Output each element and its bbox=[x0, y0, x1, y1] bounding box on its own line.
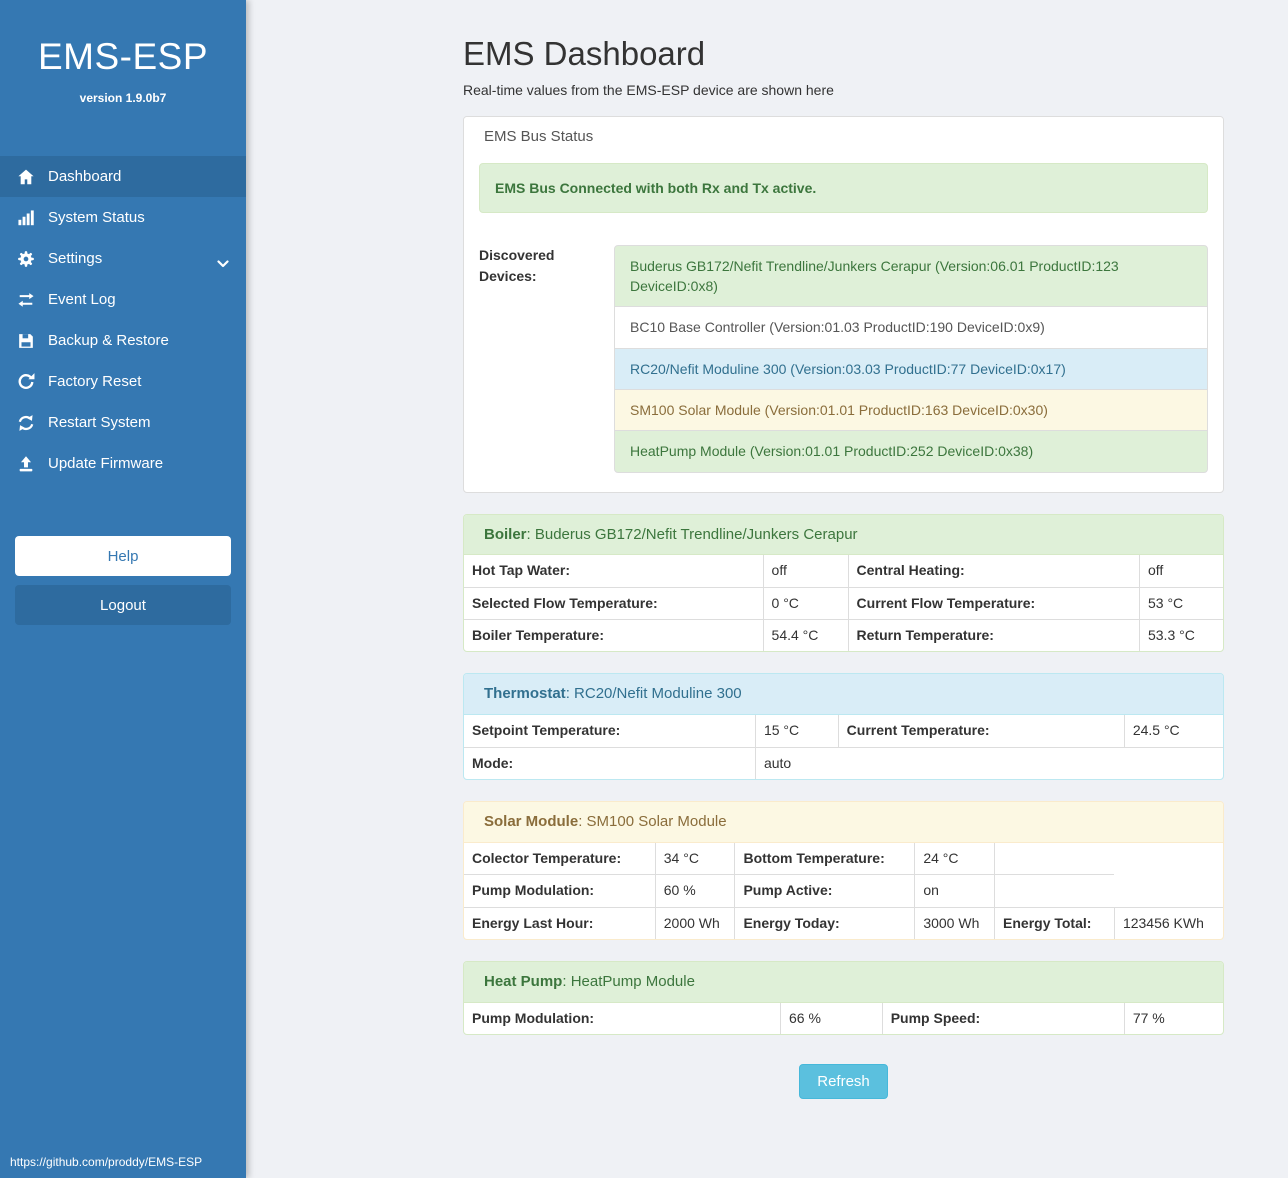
heat-pump-table bbox=[464, 1003, 1223, 1034]
empty-cell bbox=[995, 875, 1115, 907]
device-name: HeatPump Module bbox=[570, 972, 695, 990]
field-label: Colector Temperature: bbox=[464, 843, 655, 875]
table-row bbox=[464, 620, 1223, 652]
table-row bbox=[464, 875, 1223, 907]
field-value: auto bbox=[755, 747, 1223, 779]
field-value: 53.3 °C bbox=[1139, 620, 1223, 652]
sidebar-item-restart[interactable] bbox=[0, 402, 246, 443]
help-button[interactable]: Help bbox=[15, 536, 231, 576]
list-item: SM100 Solar Module (Version:01.01 ProductID:163 DeviceID:0x30) bbox=[614, 389, 1208, 431]
table-row bbox=[464, 715, 1223, 747]
device-name: Buderus GB172/Nefit Trendline/Junkers Cerapur bbox=[534, 525, 858, 543]
solar-table bbox=[464, 843, 1223, 939]
sidebar-item-label: System Status bbox=[48, 209, 145, 226]
home-icon bbox=[16, 167, 36, 187]
sidebar-item-settings[interactable] bbox=[0, 238, 246, 279]
bus-connected-alert: EMS Bus Connected with both Rx and Tx active. bbox=[479, 163, 1208, 213]
bar-chart-icon bbox=[16, 208, 36, 228]
sidebar-item-label: Factory Reset bbox=[48, 373, 142, 390]
field-value: 15 °C bbox=[755, 715, 838, 747]
discovered-devices-label: Discovered Devices: bbox=[479, 246, 555, 284]
list-item: RC20/Nefit Moduline 300 (Version:03.03 ProductID:77 DeviceID:0x17) bbox=[614, 348, 1208, 390]
chevron-down-icon bbox=[217, 255, 229, 272]
field-label: Bottom Temperature: bbox=[735, 843, 915, 875]
field-label: Selected Flow Temperature: bbox=[464, 587, 763, 619]
list-item: BC10 Base Controller (Version:01.03 ProductID:190 DeviceID:0x9) bbox=[614, 306, 1208, 348]
boiler-table bbox=[464, 555, 1223, 651]
exchange-icon bbox=[16, 290, 36, 310]
field-label: Mode: bbox=[464, 747, 755, 779]
solar-panel-title: Solar Module: SM100 Solar Module bbox=[464, 802, 1223, 843]
field-value: on bbox=[915, 875, 995, 907]
table-row bbox=[464, 907, 1223, 939]
field-value: 24 °C bbox=[915, 843, 995, 875]
boiler-panel-title: Boiler: Buderus GB172/Nefit Trendline/Junkers Cerapur bbox=[464, 515, 1223, 556]
thermostat-table bbox=[464, 715, 1223, 779]
sync-icon bbox=[16, 413, 36, 433]
field-label: Pump Modulation: bbox=[464, 875, 655, 907]
table-row bbox=[464, 747, 1223, 779]
sidebar bbox=[0, 0, 246, 1178]
field-value: 34 °C bbox=[655, 843, 735, 875]
device-list bbox=[614, 245, 1208, 473]
heat-pump-panel-title: Heat Pump: HeatPump Module bbox=[464, 962, 1223, 1003]
list-item: HeatPump Module (Version:01.01 ProductID:252 DeviceID:0x38) bbox=[614, 430, 1208, 472]
upload-icon bbox=[16, 454, 36, 474]
sidebar-item-label: Settings bbox=[48, 250, 103, 267]
field-label: Setpoint Temperature: bbox=[464, 715, 755, 747]
page-title: EMS Dashboard bbox=[463, 35, 706, 72]
heat-pump-panel bbox=[463, 961, 1224, 1035]
empty-cell bbox=[995, 843, 1115, 875]
sidebar-nav bbox=[0, 156, 246, 484]
field-value: 66 % bbox=[781, 1003, 883, 1034]
field-label: Energy Today: bbox=[735, 907, 915, 939]
sidebar-item-dashboard[interactable] bbox=[0, 156, 246, 197]
table-row bbox=[464, 555, 1223, 587]
field-value: 24.5 °C bbox=[1124, 715, 1223, 747]
sidebar-item-label: Update Firmware bbox=[48, 455, 164, 472]
field-label: Current Flow Temperature: bbox=[848, 587, 1139, 619]
device-name: SM100 Solar Module bbox=[586, 812, 727, 830]
field-value: 2000 Wh bbox=[655, 907, 735, 939]
field-value: 3000 Wh bbox=[915, 907, 995, 939]
device-type-label: Boiler bbox=[484, 525, 527, 543]
sidebar-item-factory-reset[interactable] bbox=[0, 361, 246, 402]
sidebar-item-label: Dashboard bbox=[48, 168, 122, 185]
device-type-label: Thermostat bbox=[484, 685, 566, 703]
panel-title: EMS Bus Status bbox=[464, 117, 1223, 157]
field-value: 54.4 °C bbox=[763, 620, 848, 652]
field-label: Pump Speed: bbox=[882, 1003, 1124, 1034]
sidebar-item-label: Event Log bbox=[48, 291, 116, 308]
app-version: version 1.9.0b7 bbox=[79, 91, 167, 105]
solar-module-panel bbox=[463, 801, 1224, 940]
gear-icon bbox=[16, 249, 36, 269]
list-item: Buderus GB172/Nefit Trendline/Junkers Cerapur (Version:06.01 ProductID:123 DeviceID:0x8) bbox=[614, 245, 1208, 308]
sidebar-item-label: Restart System bbox=[48, 414, 151, 431]
field-label: Pump Modulation: bbox=[464, 1003, 781, 1034]
table-row bbox=[464, 843, 1223, 875]
thermostat-panel bbox=[463, 673, 1224, 780]
field-label: Central Heating: bbox=[848, 555, 1139, 587]
github-link[interactable]: https://github.com/proddy/EMS-ESP bbox=[10, 1155, 203, 1169]
refresh-button[interactable]: Refresh bbox=[799, 1064, 888, 1099]
table-row bbox=[464, 1003, 1223, 1034]
sidebar-item-label: Backup & Restore bbox=[48, 332, 169, 349]
field-value: 77 % bbox=[1124, 1003, 1223, 1034]
main-area bbox=[246, 0, 1288, 1178]
field-label: Current Temperature: bbox=[838, 715, 1124, 747]
sidebar-item-event-log[interactable] bbox=[0, 279, 246, 320]
page-subtitle: Real-time values from the EMS-ESP device are shown here bbox=[463, 82, 834, 98]
logout-button[interactable]: Logout bbox=[15, 585, 231, 625]
field-label: Energy Total: bbox=[995, 907, 1115, 939]
ems-bus-status-panel bbox=[463, 116, 1224, 493]
field-value: 60 % bbox=[655, 875, 735, 907]
field-label: Return Temperature: bbox=[848, 620, 1139, 652]
field-label: Hot Tap Water: bbox=[464, 555, 763, 587]
device-type-label: Heat Pump bbox=[484, 972, 563, 990]
field-value: 53 °C bbox=[1139, 587, 1223, 619]
boiler-panel bbox=[463, 514, 1224, 653]
field-label: Energy Last Hour: bbox=[464, 907, 655, 939]
device-type-label: Solar Module bbox=[484, 812, 579, 830]
table-row bbox=[464, 587, 1223, 619]
app-title: EMS-ESP bbox=[37, 36, 209, 77]
field-value: off bbox=[763, 555, 848, 587]
field-value: off bbox=[1139, 555, 1223, 587]
rotate-icon bbox=[16, 372, 36, 392]
field-value: 123456 KWh bbox=[1114, 907, 1223, 939]
field-label: Boiler Temperature: bbox=[464, 620, 763, 652]
device-name: RC20/Nefit Moduline 300 bbox=[574, 685, 742, 703]
thermostat-panel-title: Thermostat: RC20/Nefit Moduline 300 bbox=[464, 674, 1223, 715]
field-value: 0 °C bbox=[763, 587, 848, 619]
sidebar-item-update-firmware[interactable] bbox=[0, 443, 246, 484]
sidebar-item-system-status[interactable] bbox=[0, 197, 246, 238]
sidebar-item-backup-restore[interactable] bbox=[0, 320, 246, 361]
field-label: Pump Active: bbox=[735, 875, 915, 907]
save-icon bbox=[16, 331, 36, 351]
